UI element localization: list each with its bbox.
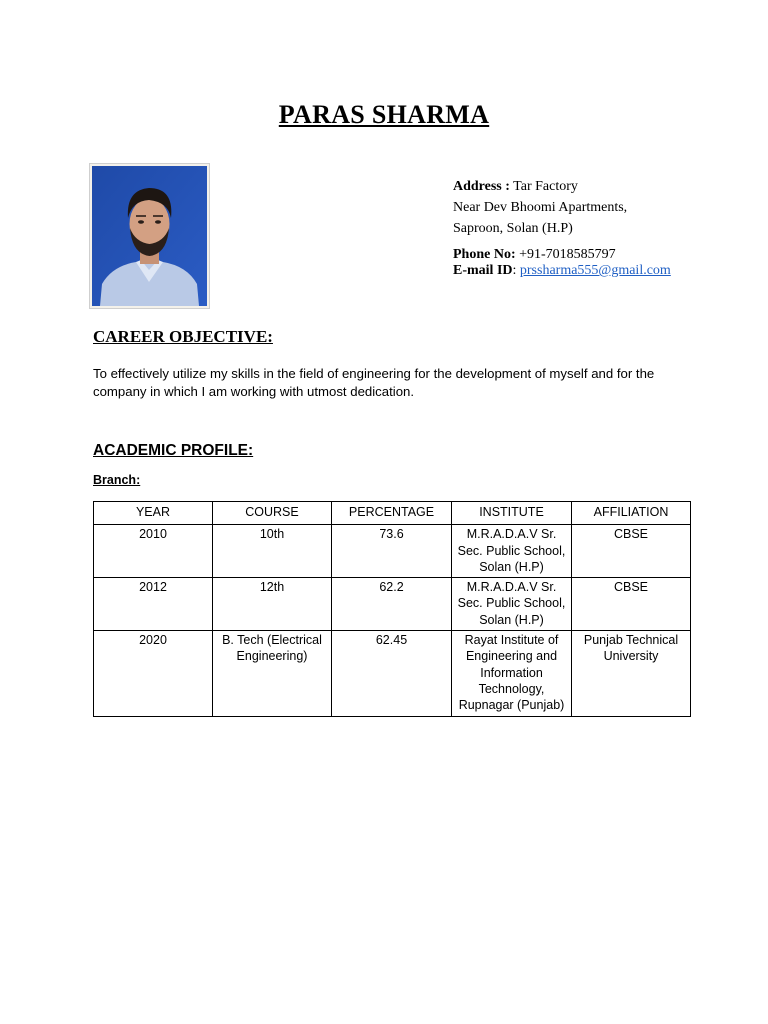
contact-block: [453, 176, 671, 279]
email-line: [453, 263, 671, 279]
cell-institute: M.R.A.D.A.V Sr. Sec. Public School, Solan (H.P): [452, 525, 572, 578]
cell-affiliation: Punjab Technical University: [572, 631, 691, 716]
address-line-3: Saproon, Solan (H.P): [453, 221, 573, 236]
cell-course: 12th: [213, 578, 332, 631]
profile-photo: [89, 163, 210, 309]
cell-institute: Rayat Institute of Engineering and Information Technology, Rupnagar (Punjab): [452, 631, 572, 716]
career-objective-heading: CAREER OBJECTIVE:: [93, 327, 273, 346]
table-row: [94, 578, 691, 631]
cell-course: 10th: [213, 525, 332, 578]
table-row: [94, 631, 691, 716]
col-header-course: COURSE: [213, 502, 332, 525]
cell-affiliation: CBSE: [572, 578, 691, 631]
academic-profile-heading: ACADEMIC PROFILE:: [93, 442, 254, 459]
col-header-year: YEAR: [94, 502, 213, 525]
branch-label: Branch:: [93, 473, 141, 487]
cell-year: 2020: [94, 631, 213, 716]
cell-percentage: 62.2: [332, 578, 452, 631]
cell-affiliation: CBSE: [572, 525, 691, 578]
email-separator: :: [512, 263, 517, 278]
cell-year: 2012: [94, 578, 213, 631]
academic-table: [93, 501, 691, 717]
cell-course: B. Tech (Electrical Engineering): [213, 631, 332, 716]
address-value-1: Tar Factory: [513, 179, 578, 194]
phone-line: [453, 247, 671, 263]
col-header-affiliation: AFFILIATION: [572, 502, 691, 525]
resume-name: PARAS SHARMA: [278, 100, 490, 129]
career-objective-text: To effectively utilize my skills in the field of engineering for the development of myself and for the company in which I am working with utmost dedication.: [93, 366, 655, 399]
col-header-percentage: PERCENTAGE: [332, 502, 452, 525]
col-header-institute: INSTITUTE: [452, 502, 572, 525]
address-line-1: [453, 176, 671, 197]
cell-year: 2010: [94, 525, 213, 578]
phone-value: +91-7018585797: [519, 247, 616, 262]
email-label: E-mail ID: [453, 263, 513, 278]
table-row: [94, 525, 691, 578]
table-header-row: [94, 502, 691, 525]
email-link[interactable]: prssharma555@gmail.com: [519, 263, 671, 278]
address-label: Address :: [453, 179, 510, 194]
cell-institute: M.R.A.D.A.V Sr. Sec. Public School, Solan (H.P): [452, 578, 572, 631]
phone-label: Phone No:: [453, 247, 516, 262]
cell-percentage: 62.45: [332, 631, 452, 716]
address-line-2: Near Dev Bhoomi Apartments,: [453, 200, 628, 215]
cell-percentage: 73.6: [332, 525, 452, 578]
